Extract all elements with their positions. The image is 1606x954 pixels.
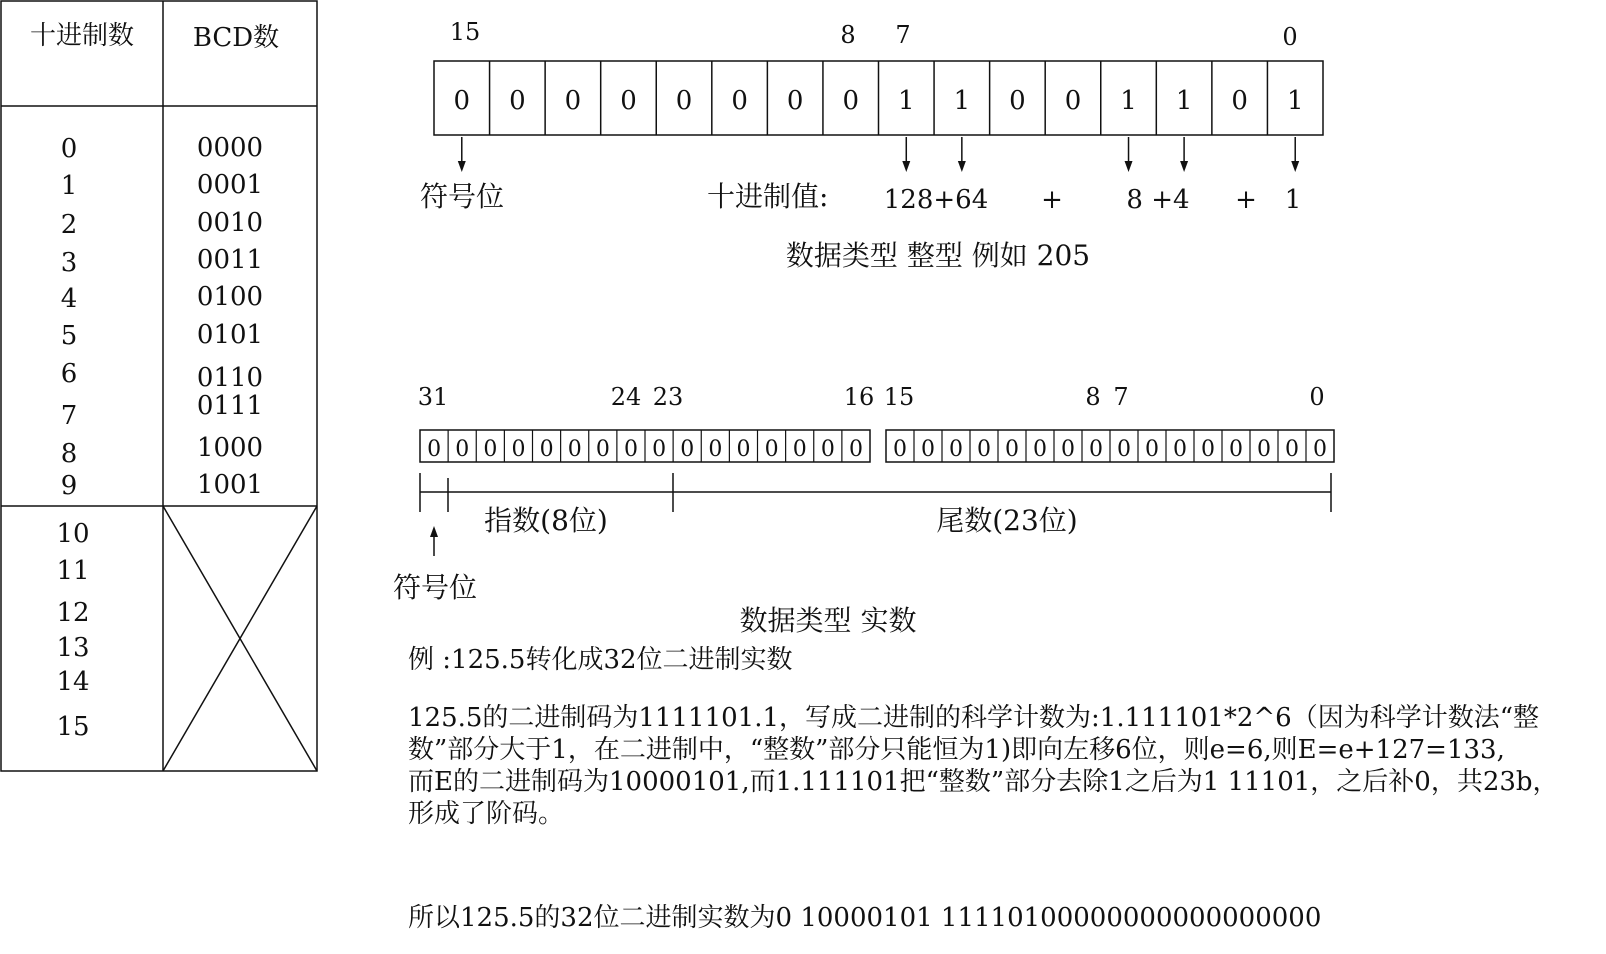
bcd-decimal-cell: 5 bbox=[60, 321, 78, 351]
bcd-code-cell: 0110 bbox=[196, 363, 264, 393]
int-sign-label: 符号位 bbox=[420, 180, 505, 213]
real-low-word-bit-cell: 0 bbox=[893, 437, 907, 462]
bcd-decimal-cell: 1 bbox=[60, 171, 78, 201]
bcd-code-cell: 0001 bbox=[196, 170, 264, 200]
real-low-word-bit-cell: 0 bbox=[1089, 437, 1103, 462]
real-high-word-bit-cell: 0 bbox=[427, 437, 442, 462]
real-exponent-label: 指数(8位) bbox=[484, 504, 608, 537]
real-high-word-bit-cell: 0 bbox=[652, 437, 667, 462]
real-high-word-bit-cell: 0 bbox=[483, 437, 498, 462]
real-sign-label: 符号位 bbox=[392, 571, 478, 604]
int-bit-cell: 0 bbox=[675, 86, 693, 116]
real-low-word-bit-cell: 0 bbox=[1033, 437, 1047, 462]
real-low-word-bit-cell: 0 bbox=[1061, 437, 1075, 462]
real-high-word-bit-cell: 0 bbox=[792, 437, 807, 462]
real-low-word-bit-cell: 0 bbox=[949, 437, 963, 462]
bcd-invalid-decimal: 10 bbox=[56, 519, 90, 549]
bcd-code-cell: 1001 bbox=[196, 470, 264, 500]
int-bit-cell: 1 bbox=[1120, 86, 1137, 116]
int-bit-cell: 0 bbox=[731, 86, 748, 116]
real-bit-label: 0 bbox=[1309, 383, 1325, 411]
bcd-code-cell: 0100 bbox=[196, 282, 264, 312]
int-bit-cell: 1 bbox=[1175, 86, 1193, 116]
example-paragraph-line-4: 形成了阶码。 bbox=[408, 799, 565, 829]
real-bit-label: 23 bbox=[652, 383, 684, 411]
bcd-decimal-cell: 9 bbox=[60, 471, 78, 501]
bcd-decimal-cell: 4 bbox=[60, 284, 78, 314]
real-low-word-bit-cell: 0 bbox=[977, 437, 991, 462]
int-value-arrow-head bbox=[1125, 161, 1133, 172]
real-high-word-bit-cell: 0 bbox=[764, 437, 779, 462]
real-high-word-bit-cell: 0 bbox=[623, 437, 638, 462]
bcd-decimal-cell: 7 bbox=[60, 401, 78, 431]
bcd-decimal-cell: 0 bbox=[60, 134, 78, 164]
int-bit-cell: 0 bbox=[786, 86, 804, 116]
real-high-word-bit-cell: 0 bbox=[595, 437, 610, 462]
example-paragraph-line-3: 而E的二进制码为10000101,而1.111101把“整数”部分去除1之后为1 11101，之后补0，共23b， bbox=[408, 767, 1559, 797]
real-high-word-bit-cell: 0 bbox=[848, 437, 863, 462]
real-high-word-bit-cell: 0 bbox=[736, 437, 751, 462]
int-bit-label-8: 8 bbox=[840, 21, 856, 49]
int-decimal-value-label: 十进制值: bbox=[707, 180, 829, 213]
int-value-arrow-head bbox=[958, 161, 966, 172]
int-bit-cell: 0 bbox=[564, 86, 582, 116]
example-title: 例 :125.5转化成32位二进制实数 bbox=[408, 645, 793, 675]
bcd-table-frame bbox=[1, 1, 317, 771]
real-bit-label: 7 bbox=[1113, 383, 1129, 411]
real-high-word-bit-cell: 0 bbox=[680, 437, 695, 462]
real-bit-label: 16 bbox=[843, 383, 875, 411]
bcd-code-cell: 0011 bbox=[196, 245, 264, 275]
real-high-word-bit-cell: 0 bbox=[820, 437, 835, 462]
real-low-word-bit-cell: 0 bbox=[1005, 437, 1019, 462]
real-bit-label: 24 bbox=[610, 383, 642, 411]
int-bit-cell: 1 bbox=[898, 86, 915, 116]
int-value-arrow-head bbox=[1291, 161, 1299, 172]
real-low-word-bit-cell: 0 bbox=[1257, 437, 1271, 462]
bcd-invalid-decimal: 11 bbox=[56, 556, 90, 586]
real-low-word-bit-cell: 0 bbox=[1173, 437, 1187, 462]
real-low-word-bit-cell: 0 bbox=[921, 437, 935, 462]
int-value-arrow-head bbox=[1180, 161, 1188, 172]
int-caption: 数据类型 整型 例如 205 bbox=[785, 239, 1091, 272]
real-low-word-bit-cell: 0 bbox=[1117, 437, 1131, 462]
real-low-word-bit-cell: 0 bbox=[1285, 437, 1299, 462]
example-result: 所以125.5的32位二进制实数为0 10000101 11110100000000000000000 bbox=[408, 903, 1322, 933]
int-value-arrow-head bbox=[902, 161, 910, 172]
real-mantissa-label: 尾数(23位) bbox=[936, 504, 1078, 537]
int-bit-cell: 1 bbox=[953, 86, 971, 116]
int-bit-cell: 0 bbox=[509, 86, 526, 116]
bcd-invalid-decimal: 15 bbox=[56, 712, 90, 742]
bcd-header-decimal: 十进制数 bbox=[29, 21, 135, 51]
example-paragraph-line-2: 数”部分大于1，在二进制中，“整数”部分只能恒为1)即向左移6位，则e=6,则E=e+127=133, bbox=[408, 735, 1505, 765]
bcd-decimal-cell: 2 bbox=[60, 210, 78, 240]
bcd-invalid-decimal: 13 bbox=[56, 633, 90, 663]
real-low-word-bit-cell: 0 bbox=[1229, 437, 1243, 462]
int-sum-term: + bbox=[1041, 185, 1063, 215]
int-value-arrow-head bbox=[458, 161, 466, 172]
real-high-word-bit-cell: 0 bbox=[511, 437, 526, 462]
real-high-word-bit-cell: 0 bbox=[567, 437, 582, 462]
bcd-code-cell: 0000 bbox=[196, 133, 264, 163]
int-sum-term: + bbox=[1235, 185, 1257, 215]
int-bit-cell: 1 bbox=[1286, 86, 1304, 116]
int-sum-term: 128+64 bbox=[883, 185, 989, 215]
bcd-decimal-cell: 6 bbox=[60, 359, 78, 389]
int-bit-label-0: 0 bbox=[1282, 23, 1298, 51]
bcd-decimal-cell: 3 bbox=[60, 248, 78, 278]
int-bit-cell: 0 bbox=[842, 86, 859, 116]
real-low-word-bit-cell: 0 bbox=[1313, 437, 1327, 462]
real-bit-label: 31 bbox=[417, 383, 449, 411]
int-sum-term: 8 +4 bbox=[1126, 185, 1190, 215]
real-high-word-bit-cell: 0 bbox=[539, 437, 554, 462]
int-bit-cell: 0 bbox=[453, 86, 471, 116]
real-high-word-bit-cell: 0 bbox=[455, 437, 470, 462]
bcd-code-cell: 0010 bbox=[196, 208, 264, 238]
int-sum-term: 1 bbox=[1284, 185, 1302, 215]
bcd-code-cell: 0111 bbox=[196, 391, 264, 421]
int-bit-cell: 0 bbox=[620, 86, 637, 116]
example-paragraph-line-1: 125.5的二进制码为1111101.1，写成二进制的科学计数为:1.111101*2^6（因为科学计数法“整 bbox=[408, 703, 1540, 733]
bcd-code-cell: 0101 bbox=[196, 320, 264, 350]
bcd-invalid-decimal: 14 bbox=[56, 667, 90, 697]
bcd-invalid-decimal: 12 bbox=[56, 598, 90, 628]
int-bit-cell: 0 bbox=[1231, 86, 1248, 116]
real-bit-label: 15 bbox=[883, 383, 915, 411]
real-high-word-bit-cell: 0 bbox=[708, 437, 723, 462]
int-bit-cell: 0 bbox=[1009, 86, 1026, 116]
bcd-header-bcd: BCD数 bbox=[192, 23, 280, 53]
real-sign-arrow-head bbox=[430, 526, 438, 537]
bcd-code-cell: 1000 bbox=[196, 433, 264, 463]
real-low-word-bit-cell: 0 bbox=[1145, 437, 1159, 462]
real-bit-label: 8 bbox=[1085, 383, 1101, 411]
int-bit-cell: 0 bbox=[1064, 86, 1082, 116]
real-caption: 数据类型 实数 bbox=[739, 604, 917, 637]
int-bit-label-15: 15 bbox=[449, 18, 481, 46]
int-bit-label-7: 7 bbox=[895, 21, 911, 49]
real-low-word-bit-cell: 0 bbox=[1201, 437, 1215, 462]
bcd-decimal-cell: 8 bbox=[60, 439, 78, 469]
